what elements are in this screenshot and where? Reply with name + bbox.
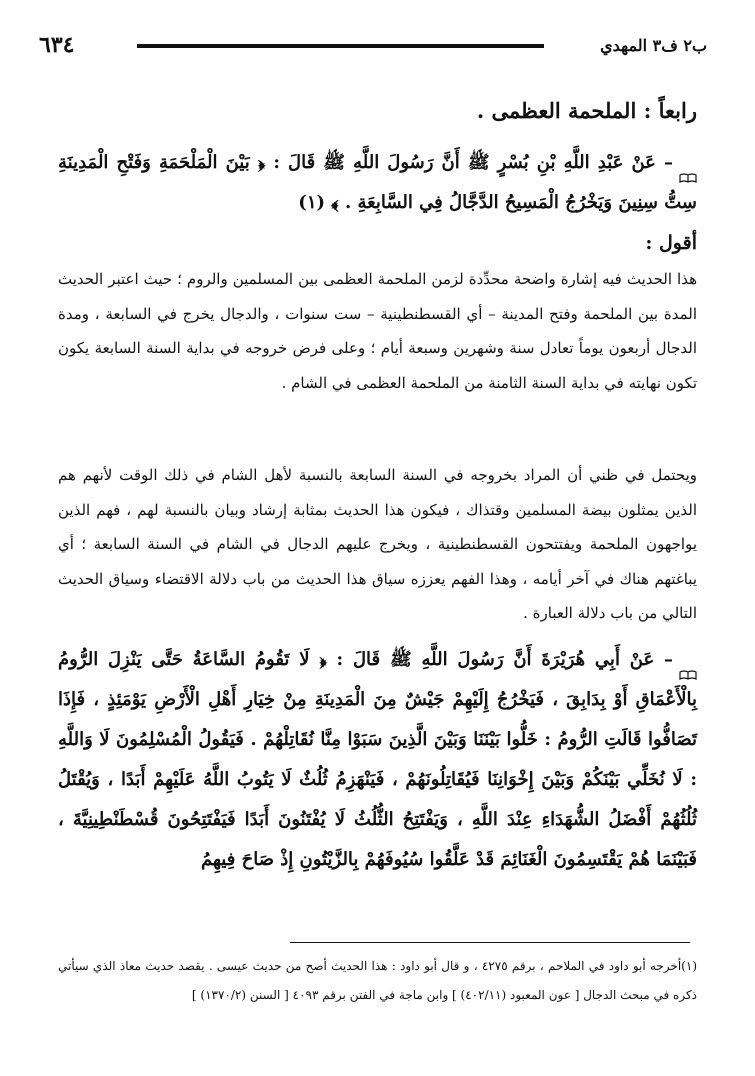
aqul-heading: أقول : <box>645 232 697 254</box>
quote-open-bracket: ﴿ <box>319 649 327 670</box>
hadith-2-text: – عَنْ أَبِي هُرَيْرَةَ أَنَّ رَسُولَ اللَّهِ ﷺ قَالَ : <box>336 649 673 670</box>
paragraph-2: ويحتمل في ظني أن المراد بخروجه في السنة السابعة بالنسبة لأهل الشام في ذلك الوقت لأنهم هم الذين يمثلون بيضة المسلمين وقتذاك ، فيكون هذا الحديث بمثابة إرشاد وبيان بالنسبة لهم ، فهم الذين يواجهون الملحمة ويفتتحون القسطنطينية ، ويخرج عليهم الدجال في الشام في السنة السابعة ؛ أي يباغتهم هناك في آخر أيامه ، وهذا الفهم يعززه سياق هذا الحديث من باب دلالة الاقتضاء وسياق الحديث التالي من باب دلالة العبارة . <box>58 466 697 622</box>
quote-open-bracket: ﴿ <box>257 152 266 173</box>
hadith-2-quote: لَا تَقُومُ السَّاعَةُ حَتَّى يَنْزِلَ الرُّومُ بِالْأَعْمَاقِ أَوْ بِدَابِقَ ، فَيَخْرُجُ إِلَيْهِمْ جَيْشٌ مِنَ الْمَدِينَةِ مِنْ خِيَارِ أَهْلِ الْأَرْضِ يَوْمَئِذٍ ، فَإِذَا تَصَافُّوا قَالَتِ الرُّومُ : خَلُّوا بَيْنَنَا وَبَيْنَ الَّذِينَ سَبَوْا مِنَّا نُقَاتِلْهُمْ . فَيَقُولُ الْمُسْلِمُونَ لَا وَاللَّهِ : لَا نُخَلِّي بَيْنَكُمْ وَبَيْنَ إِخْوَانِنَا فَيُقَاتِلُونَهُمْ ، فَيَنْهَزِمُ ثُلُثٌ لَا يَتُوبُ اللَّهُ عَلَيْهِمْ أَبَدًا ، وَيُقْتَلُ ثُلُثُهُمْ أَفْضَلُ الشُّهَدَاءِ عِنْدَ اللَّهِ ، وَيَفْتَتِحُ الثُّلُثُ لَا يُفْتَنُونَ أَبَدًا فَيَفْتَتِحُونَ قُسْطَنْطِينِيَّةَ ، فَبَيْنَمَا هُمْ يَقْتَسِمُونَ الْغَنَائِمَ قَدْ عَلَّقُوا سُيُوفَهُمْ بِالزَّيْتُونِ إِذْ صَاحَ فِيهِمُ <box>58 649 697 870</box>
hadith-1-text: – عَنْ عَبْدِ اللَّهِ بْنِ بُسْرٍ ﷺ أَنَّ رَسُولَ اللَّهِ ﷺ قَالَ : <box>273 152 673 173</box>
footnote-ref: (١) <box>298 192 326 213</box>
book-icon <box>679 158 697 168</box>
running-title: ب٢ ف٣ المهدي <box>600 36 707 55</box>
page-number: ٦٣٤ <box>39 32 75 58</box>
hadith-1-quote: بَيْنَ الْمَلْحَمَةِ وَفَتْحِ الْمَدِينَةِ سِتُّ سِنِينَ وَيَخْرُجُ الْمَسِيحُ الدَّجَّالُ فِي السَّابِعَةِ . <box>58 152 697 213</box>
page-header <box>39 30 707 62</box>
footnote-1: (١)أخرجه أبو داود في الملاحم ، برقم ٤٢٧٥ ، و قال أبو داود : هذا الحديث أصح من حديث عيسى . يقصد حديث معاذ الذي سيأتي ذكره في مبحث الدجال [ عون المعبود (٤٠٢/١١) ] وابن ماجة في الفتن برقم ٤٠٩٣ [ السنن (١٣٧٠/٢) ] <box>58 959 697 1002</box>
footnote-rule <box>290 942 690 943</box>
section-title: رابعاً : الملحمة العظمى . <box>476 98 697 123</box>
header-rule <box>137 44 544 48</box>
paragraph-1: هذا الحديث فيه إشارة واضحة محدِّدة لزمن الملحمة العظمى بين المسلمين والروم ؛ حيث اعتبر الحديث المدة بين الملحمة وفتح المدينة – أي القسطنطينية – ست سنوات ، والدجال يخرج في السابعة ، ومدة الدجال أربعون يوماً تعادل سنة وشهرين وسبعة أيام ؛ وعلى فرض خروجه في بداية السنة السابعة يكون تكون نهايته في بداية السنة الثامنة من الملحمة العظمى في الشام . <box>58 270 697 392</box>
hadith-block-1 <box>58 143 697 223</box>
hadith-block-2 <box>58 640 697 880</box>
quote-close-bracket: ﴾ <box>331 192 339 213</box>
book-icon <box>679 655 697 665</box>
